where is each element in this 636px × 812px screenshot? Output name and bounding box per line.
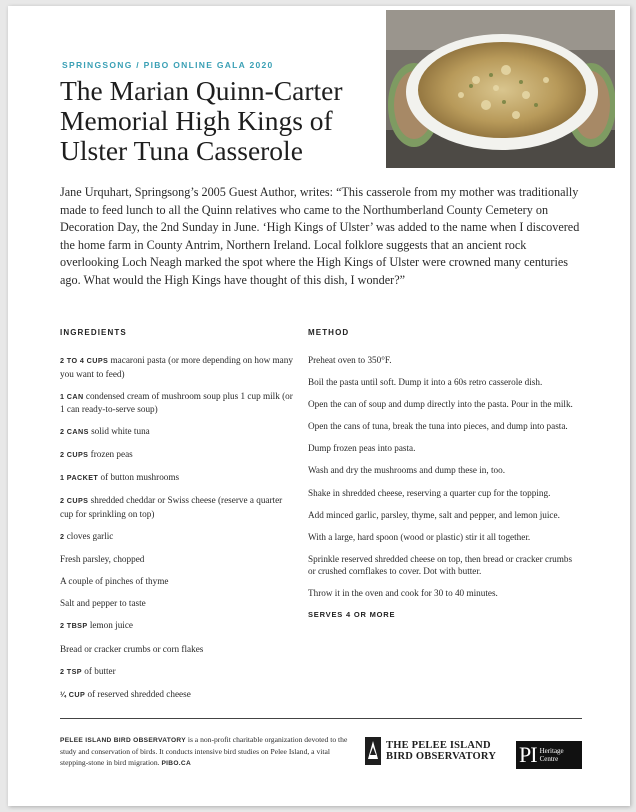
- ingredient-text: condensed cream of mushroom soup plus 1 cup milk (or 1 can ready-to-serve soup): [60, 390, 293, 415]
- method-step: Throw it in the oven and cook for 30 to 40 minutes.: [308, 588, 498, 599]
- ingredient-text: of reserved shredded cheese: [87, 688, 191, 699]
- ingredient-quantity: ¼ CUP: [60, 689, 86, 699]
- method-step: Dump frozen peas into pasta.: [308, 443, 416, 454]
- heritage-logo-pi: PI: [519, 742, 537, 767]
- ingredient-text: of button mushrooms: [100, 472, 180, 483]
- serves-note: SERVES 4 OR MORE: [308, 609, 396, 619]
- ingredient-quantity: 2 TO 4 CUPS: [60, 356, 109, 365]
- ingredient-item: [60, 665, 295, 679]
- ingredient-text: of butter: [84, 665, 116, 676]
- method-step: Add minced garlic, parsley, thyme, salt and pepper, and lemon juice.: [308, 509, 560, 520]
- event-eyebrow: SPRINGSONG / PIBO ONLINE GALA 2020: [62, 60, 274, 70]
- ingredient-text: Salt and pepper to taste: [60, 598, 146, 609]
- ingredient-quantity: 1 PACKET: [60, 473, 99, 483]
- recipe-page: [8, 6, 630, 806]
- org-text: is a non-profit charitable organization devoted to the study and conservation of birds. It conducts intensive bird studies on Pelee Island, a vital stepping-stone in bird migration.: [60, 735, 348, 767]
- method-step: Open the can of soup and dump directly into the pasta. Pour in the milk.: [308, 399, 573, 410]
- ingredient-text: shredded cheddar or Swiss cheese (reserve a quarter cup for sprinkling on top): [60, 495, 283, 519]
- ingredient-text: solid white tuna: [91, 426, 150, 437]
- recipe-title: The Marian Quinn-Carter Memorial High Kings of Ulster Tuna Casserole: [60, 75, 343, 166]
- method-step: With a large, hard spoon (wood or plastic) stir it all together.: [308, 531, 531, 542]
- ingredient-item: [60, 425, 295, 439]
- method-step: Preheat oven to 350°F.: [308, 355, 392, 365]
- ingredient-quantity: 2: [60, 532, 65, 542]
- ingredient-text: Bread or cracker crumbs or corn flakes: [60, 643, 204, 654]
- heritage-centre-logo: [516, 741, 582, 769]
- org-url: PIBO.CA: [161, 760, 192, 767]
- footer-divider: [60, 718, 582, 719]
- ingredient-item: [60, 575, 295, 588]
- method-step: Wash and dry the mushrooms and dump these in, too.: [308, 465, 506, 476]
- ingredient-text: frozen peas: [90, 449, 133, 460]
- ingredient-quantity: 2 CUPS: [60, 450, 89, 460]
- ingredient-item: [60, 471, 295, 485]
- ingredient-quantity: 2 CUPS: [60, 496, 89, 506]
- heritage-logo-line2: Centre: [539, 755, 559, 763]
- intro-paragraph: Jane Urquhart, Springsong’s 2005 Guest Author, writes: “This casserole from my mother was traditionally made to feed lunch to all the Quinn relatives who came to the Northumberland County Cemetery on Decoration Day, the 2nd Sunday in June. ‘High Kings of Ulster’ was added to the name when I discovered the home farm in County Antrim, Northern Ireland. Local folklore suggests that an ancient rock overlooking Loch Neagh marked the spot where the High Kings of Ulster were crowned many centuries ago. What would the High Kings have thought of this dish, I wonder?”: [60, 185, 580, 287]
- ingredient-item: [60, 354, 295, 380]
- ingredient-quantity: 2 TSP: [60, 666, 82, 676]
- method-step: Shake in shredded cheese, reserving a quarter cup for the topping.: [308, 487, 551, 498]
- ingredient-quantity: 2 CANS: [60, 427, 89, 437]
- heritage-logo-line1: Heritage: [539, 747, 564, 755]
- method-step: Boil the pasta until soft. Dump it into a 60s retro casserole dish.: [308, 377, 543, 388]
- ingredient-text: Fresh parsley, chopped: [60, 554, 145, 565]
- pibo-logo-text: [386, 740, 496, 762]
- ingredients-list: [60, 354, 295, 711]
- org-name: PELEE ISLAND BIRD OBSERVATORY: [60, 737, 186, 744]
- footer-org-description: [60, 734, 350, 769]
- pibo-logo: [365, 736, 505, 766]
- ingredient-item: [60, 390, 295, 416]
- ingredient-item: [60, 619, 295, 633]
- method-step: Open the cans of tuna, break the tuna into pieces, and dump into pasta.: [308, 421, 568, 432]
- bird-observatory-icon: [365, 737, 381, 765]
- ingredient-item: [60, 448, 295, 462]
- ingredients-heading: INGREDIENTS: [60, 328, 127, 337]
- ingredient-quantity: 1 CAN: [60, 391, 84, 401]
- ingredient-item: [60, 597, 295, 610]
- pibo-logo-line2: BIRD OBSERVATORY: [386, 751, 497, 762]
- method-step: Sprinkle reserved shredded cheese on top, then bread or cracker crumbs or crushed cornflakes to cover. Dot with butter.: [308, 553, 573, 577]
- ingredient-text: cloves garlic: [66, 531, 114, 542]
- casserole-photo: [386, 10, 615, 168]
- method-list: [308, 354, 578, 619]
- ingredient-item: [60, 643, 295, 656]
- ingredient-item: [60, 688, 295, 702]
- heritage-logo-text: [540, 747, 564, 763]
- ingredient-text: macaroni pasta (or more depending on how many you want to feed): [60, 355, 293, 379]
- method-heading: METHOD: [308, 328, 350, 337]
- pibo-logo-line1: THE PELEE ISLAND: [386, 740, 491, 751]
- casserole-photo-art: [386, 10, 615, 168]
- ingredient-item: [60, 494, 295, 520]
- ingredient-quantity: 2 TBSP: [60, 621, 88, 631]
- ingredient-text: lemon juice: [89, 620, 133, 631]
- ingredient-item: [60, 553, 295, 566]
- ingredient-item: [60, 530, 295, 544]
- ingredient-text: A couple of pinches of thyme: [60, 576, 169, 587]
